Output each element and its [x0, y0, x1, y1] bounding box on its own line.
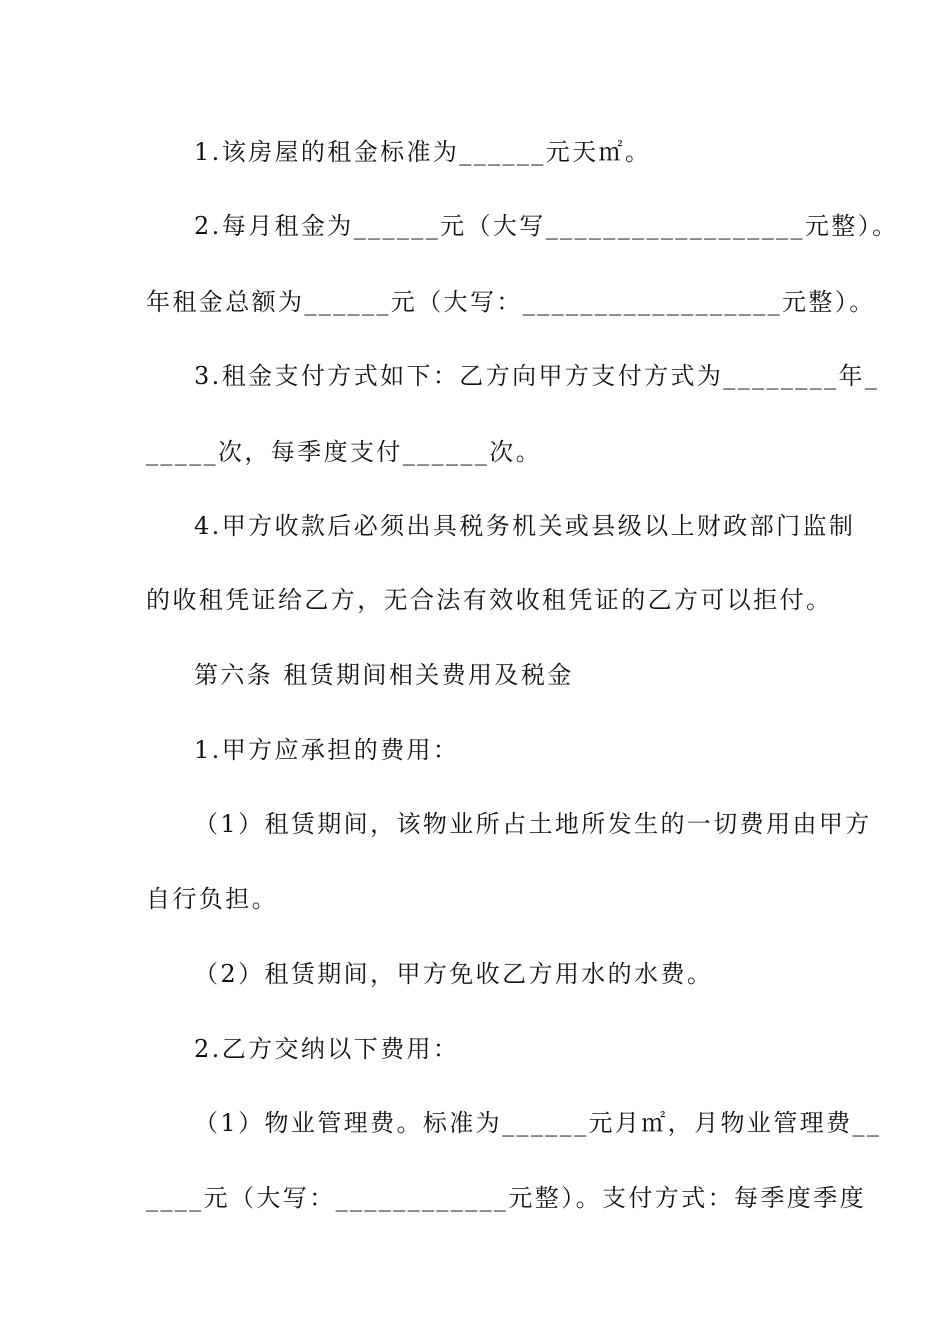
paragraph-line: （2）租赁期间，甲方免收乙方用水的水费。 [194, 960, 714, 988]
paragraph-line: 1.甲方应承担的费用： [194, 736, 460, 764]
paragraph-line: （1）租赁期间，该物业所占土地所发生的一切费用由甲方 [194, 810, 872, 838]
paragraph-line: 年租金总额为______元（大写：__________________元整）。 [146, 288, 876, 316]
paragraph-line: _____次，每季度支付______次。 [146, 438, 542, 466]
section-heading: 第六条 租赁期间相关费用及税金 [194, 661, 574, 689]
paragraph-line: 3.租金支付方式如下：乙方向甲方支付方式为________年_ [194, 362, 880, 390]
paragraph-line: 4.甲方收款后必须出具税务机关或县级以上财政部门监制 [194, 512, 856, 540]
paragraph-line: 的收租凭证给乙方，无合法有效收租凭证的乙方可以拒付。 [146, 586, 833, 614]
paragraph-line: 自行负担。 [146, 885, 278, 913]
paragraph-line: 1.该房屋的租金标准为______元天㎡。 [194, 138, 652, 166]
paragraph-line: ____元（大写：____________元整）。支付方式：每季度季度 [146, 1184, 866, 1212]
paragraph-line: （1）物业管理费。标准为______元月㎡，月物业管理费__ [194, 1109, 882, 1137]
paragraph-line: 2.乙方交纳以下费用： [194, 1035, 460, 1063]
paragraph-line: 2.每月租金为______元（大写__________________元整）。 [194, 212, 899, 240]
